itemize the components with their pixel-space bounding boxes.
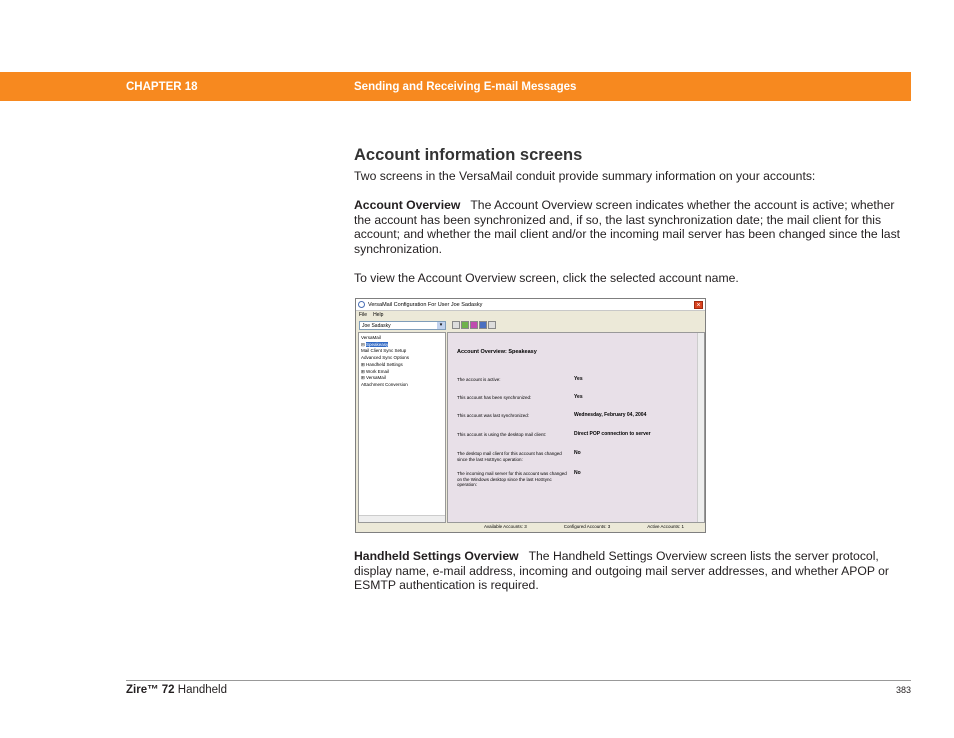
account-overview-panel xyxy=(447,332,705,523)
handheld-settings-term: Handheld Settings Overview xyxy=(354,549,519,563)
chevron-down-icon: ▾ xyxy=(437,322,445,329)
versamail-screenshot xyxy=(355,298,706,533)
tree-item-advanced-sync[interactable]: Advanced Sync Options xyxy=(361,355,410,361)
account-overview-paragraph xyxy=(354,198,910,256)
user-select-value: Joe Sadasky xyxy=(362,323,391,329)
window-title: VersaMail Configuration For User Joe Sadasky xyxy=(368,301,483,308)
menu-file[interactable]: File xyxy=(359,312,368,318)
account-overview-text: The Account Overview screen indicates whether the account is active; whether the account has been synchronized and, if so, the last synchronization date; the mail client for this account; and whether the mail client and/or the incoming mail server has been changed since the last synchronization. xyxy=(354,198,901,256)
row-label: This account was last synchronized: xyxy=(457,413,530,418)
footer-divider xyxy=(126,680,911,681)
toolbar xyxy=(356,319,705,331)
settings-tree xyxy=(358,332,446,523)
tree-item-speakeasy[interactable]: ⊟ Speakeasy xyxy=(361,341,389,347)
chapter-header-bar xyxy=(0,72,911,101)
page-number: 383 xyxy=(895,685,911,695)
row-value: No xyxy=(574,450,581,456)
tree-item-mail-client-sync[interactable]: Mail Client Sync Setup xyxy=(361,348,407,354)
handheld-settings-text: The Handheld Settings Overview screen lists the server protocol, display name, e-mail address, incoming and outgoing mail server addresses, and whether APOP or ESMTP authentication is required. xyxy=(354,549,889,593)
row-label: The desktop mail client for this account has changed since the last HotSync operation: xyxy=(457,451,562,462)
tree-item-attachment-conversion[interactable]: Attachment Conversion xyxy=(361,381,408,387)
row-value: Direct POP connection to server xyxy=(574,431,651,437)
status-configured: Configured Accounts: 3 xyxy=(563,524,611,529)
row-label: This account is using the desktop mail client: xyxy=(457,432,547,437)
status-available: Available Accounts: 3 xyxy=(484,524,527,529)
window-titlebar xyxy=(356,299,705,311)
row-value: Yes xyxy=(574,394,583,400)
tree-scrollbar[interactable] xyxy=(359,515,445,522)
delete-account-icon[interactable] xyxy=(470,321,478,329)
tree-item-versamail[interactable]: ⊞ VersaMail xyxy=(361,375,386,381)
panel-heading: Account Overview: Speakeasy xyxy=(457,349,537,355)
app-icon xyxy=(358,301,365,308)
chapter-title: Sending and Receiving E-mail Messages xyxy=(354,81,577,93)
menu-help[interactable]: Help xyxy=(373,312,384,318)
close-icon[interactable]: × xyxy=(694,301,703,309)
row-label: This account has been synchronized: xyxy=(457,395,532,400)
footer-product-name: Zire™ 72 xyxy=(126,684,175,696)
tree-item-handheld-settings[interactable]: ⊞ Handheld Settings xyxy=(361,361,403,367)
row-label: The incoming mail server for this account was changed on the Windows desktop since the last HotSync operation: xyxy=(457,471,567,487)
status-bar xyxy=(447,523,705,531)
intro-paragraph: Two screens in the VersaMail conduit provide summary information on your accounts: xyxy=(354,169,816,183)
tree-item-versamail-root[interactable]: VersaMail xyxy=(361,335,381,340)
panel-scrollbar[interactable] xyxy=(697,333,704,522)
main-content xyxy=(354,146,910,300)
footer-product-suffix: Handheld xyxy=(174,684,228,696)
section-heading: Account information screens xyxy=(354,146,583,164)
help-icon[interactable] xyxy=(488,321,496,329)
row-label: The account is active: xyxy=(457,377,501,382)
user-select[interactable] xyxy=(359,321,446,330)
chapter-label: CHAPTER 18 xyxy=(126,81,198,93)
add-account-icon[interactable] xyxy=(461,321,469,329)
account-overview-term: Account Overview xyxy=(354,198,461,213)
save-icon[interactable] xyxy=(452,321,460,329)
row-value: Yes xyxy=(574,376,583,382)
footer-product xyxy=(126,684,227,696)
tree-item-work-email[interactable]: ⊞ Work Email xyxy=(361,368,389,374)
menu-bar xyxy=(356,311,705,319)
user-icon[interactable] xyxy=(479,321,487,329)
view-instruction: To view the Account Overview screen, click the selected account name. xyxy=(354,271,739,286)
status-active: Active Accounts: 1 xyxy=(647,524,685,529)
handheld-settings-paragraph xyxy=(354,549,910,593)
row-value: No xyxy=(574,470,581,476)
row-value: Wednesday, February 04, 2004 xyxy=(574,412,647,418)
